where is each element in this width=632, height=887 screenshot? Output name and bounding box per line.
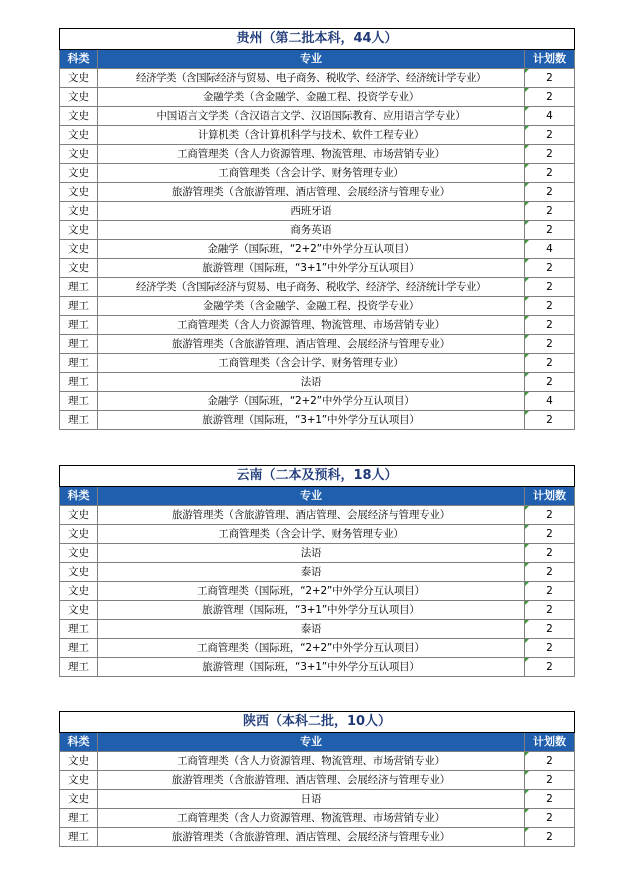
table-row xyxy=(60,828,575,847)
header-row xyxy=(60,50,575,69)
category-cell: 理工 xyxy=(60,411,98,430)
major-cell: 经济学类（含国际经济与贸易、电子商务、税收学、经济学、经济统计学专业） xyxy=(98,69,525,88)
count-cell: 2 xyxy=(525,544,575,563)
table-row xyxy=(60,544,575,563)
count-cell: 2 xyxy=(525,601,575,620)
table-row xyxy=(60,373,575,392)
category-cell: 理工 xyxy=(60,392,98,411)
category-cell: 理工 xyxy=(60,316,98,335)
table-row xyxy=(60,392,575,411)
count-cell: 2 xyxy=(525,126,575,145)
table-row xyxy=(60,563,575,582)
table-row xyxy=(60,259,575,278)
count-cell: 2 xyxy=(525,88,575,107)
count-cell: 2 xyxy=(525,259,575,278)
major-cell: 旅游管理类（含旅游管理、酒店管理、会展经济与管理专业） xyxy=(98,771,525,790)
table-row xyxy=(60,221,575,240)
table-row xyxy=(60,164,575,183)
count-cell: 2 xyxy=(525,183,575,202)
shaanxi-table xyxy=(59,711,575,847)
major-cell: 工商管理类（含会计学、财务管理专业） xyxy=(98,164,525,183)
column-header-count: 计划数 xyxy=(525,50,575,69)
table-row xyxy=(60,354,575,373)
table-row xyxy=(60,145,575,164)
category-cell: 文史 xyxy=(60,88,98,107)
major-cell: 工商管理类（含人力资源管理、物流管理、市场营销专业） xyxy=(98,809,525,828)
category-cell: 文史 xyxy=(60,240,98,259)
table-row xyxy=(60,297,575,316)
count-cell: 2 xyxy=(525,221,575,240)
count-cell: 2 xyxy=(524,828,574,847)
major-cell: 金融学类（含金融学、金融工程、投资学专业） xyxy=(98,88,525,107)
major-cell: 日语 xyxy=(98,790,525,809)
table-row xyxy=(60,639,575,658)
major-cell: 泰语 xyxy=(98,563,525,582)
category-cell: 文史 xyxy=(60,601,98,620)
category-cell: 理工 xyxy=(60,278,98,297)
major-cell: 旅游管理（国际班，“3+1”中外学分互认项目） xyxy=(98,411,525,430)
major-cell: 工商管理类（含会计学、财务管理专业） xyxy=(98,354,525,373)
column-header-category: 科类 xyxy=(60,50,98,69)
major-cell: 西班牙语 xyxy=(98,202,525,221)
major-cell: 计算机类（含计算机科学与技术、软件工程专业） xyxy=(98,126,525,145)
category-cell: 理工 xyxy=(60,373,98,392)
category-cell: 文史 xyxy=(60,563,98,582)
table-row xyxy=(60,183,575,202)
table-row xyxy=(60,525,575,544)
table-row xyxy=(60,240,575,259)
major-cell: 经济学类（含国际经济与贸易、电子商务、税收学、经济学、经济统计学专业） xyxy=(98,278,525,297)
category-cell: 文史 xyxy=(60,752,98,771)
column-header-major: 专业 xyxy=(98,50,525,69)
column-header-major: 专业 xyxy=(98,733,525,752)
major-cell: 法语 xyxy=(98,544,525,563)
table-row xyxy=(60,411,575,430)
column-header-category: 科类 xyxy=(60,733,98,752)
major-cell: 工商管理类（含人力资源管理、物流管理、市场营销专业） xyxy=(98,752,525,771)
category-cell: 文史 xyxy=(60,164,98,183)
category-cell: 文史 xyxy=(60,221,98,240)
table-row xyxy=(60,107,575,126)
category-cell: 文史 xyxy=(60,771,98,790)
major-cell: 法语 xyxy=(98,373,525,392)
major-cell: 旅游管理（国际班，“3+1”中外学分互认项目） xyxy=(98,259,525,278)
major-cell: 旅游管理（国际班，“3+1”中外学分互认项目） xyxy=(98,658,525,677)
column-header-major: 专业 xyxy=(98,487,525,506)
table-row xyxy=(60,69,575,88)
category-cell: 理工 xyxy=(60,354,98,373)
table-row xyxy=(60,809,575,828)
count-cell: 2 xyxy=(524,771,574,790)
major-cell: 旅游管理类（含旅游管理、酒店管理、会展经济与管理专业） xyxy=(98,183,525,202)
major-cell: 工商管理类（含人力资源管理、物流管理、市场营销专业） xyxy=(98,316,525,335)
major-cell: 工商管理类（含人力资源管理、物流管理、市场营销专业） xyxy=(98,145,525,164)
header-row xyxy=(60,733,575,752)
category-cell: 文史 xyxy=(60,183,98,202)
column-header-category: 科类 xyxy=(60,487,98,506)
table-row xyxy=(60,202,575,221)
count-cell: 4 xyxy=(525,392,575,411)
count-cell: 2 xyxy=(525,658,575,677)
category-cell: 理工 xyxy=(60,828,98,847)
major-cell: 工商管理类（国际班，“2+2”中外学分互认项目） xyxy=(98,582,525,601)
table-row xyxy=(60,335,575,354)
table-row xyxy=(60,316,575,335)
major-cell: 工商管理类（含会计学、财务管理专业） xyxy=(98,525,525,544)
count-cell: 2 xyxy=(524,809,574,828)
major-cell: 旅游管理类（含旅游管理、酒店管理、会展经济与管理专业） xyxy=(98,506,525,525)
guizhou-table xyxy=(59,28,575,430)
column-header-count: 计划数 xyxy=(524,733,574,752)
table-row xyxy=(60,620,575,639)
section-title: 陕西（本科二批，10人） xyxy=(60,712,575,733)
major-cell: 中国语言文学类（含汉语言文学、汉语国际教育、应用语言学专业） xyxy=(98,107,525,126)
category-cell: 文史 xyxy=(60,107,98,126)
major-cell: 泰语 xyxy=(98,620,525,639)
major-cell: 金融学（国际班，“2+2”中外学分互认项目） xyxy=(98,392,525,411)
category-cell: 理工 xyxy=(60,658,98,677)
category-cell: 文史 xyxy=(60,126,98,145)
count-cell: 2 xyxy=(525,278,575,297)
table-row xyxy=(60,601,575,620)
yunnan-table xyxy=(59,465,575,677)
count-cell: 2 xyxy=(525,297,575,316)
table-row xyxy=(60,506,575,525)
category-cell: 文史 xyxy=(60,145,98,164)
count-cell: 4 xyxy=(525,240,575,259)
table-row xyxy=(60,88,575,107)
count-cell: 2 xyxy=(525,316,575,335)
count-cell: 2 xyxy=(524,752,574,771)
count-cell: 2 xyxy=(525,145,575,164)
table-row xyxy=(60,582,575,601)
count-cell: 2 xyxy=(525,411,575,430)
category-cell: 理工 xyxy=(60,335,98,354)
major-cell: 旅游管理类（含旅游管理、酒店管理、会展经济与管理专业） xyxy=(98,828,525,847)
table-row xyxy=(60,771,575,790)
count-cell: 2 xyxy=(525,335,575,354)
table-row xyxy=(60,790,575,809)
count-cell: 4 xyxy=(525,107,575,126)
category-cell: 文史 xyxy=(60,69,98,88)
category-cell: 理工 xyxy=(60,297,98,316)
count-cell: 2 xyxy=(525,69,575,88)
table-row xyxy=(60,278,575,297)
category-cell: 文史 xyxy=(60,525,98,544)
header-row xyxy=(60,487,575,506)
count-cell: 2 xyxy=(525,164,575,183)
category-cell: 理工 xyxy=(60,639,98,658)
major-cell: 金融学（国际班，“2+2”中外学分互认项目） xyxy=(98,240,525,259)
count-cell: 2 xyxy=(525,563,575,582)
major-cell: 旅游管理类（含旅游管理、酒店管理、会展经济与管理专业） xyxy=(98,335,525,354)
major-cell: 商务英语 xyxy=(98,221,525,240)
category-cell: 文史 xyxy=(60,202,98,221)
category-cell: 理工 xyxy=(60,809,98,828)
count-cell: 2 xyxy=(525,506,575,525)
category-cell: 理工 xyxy=(60,620,98,639)
category-cell: 文史 xyxy=(60,544,98,563)
table-row xyxy=(60,658,575,677)
category-cell: 文史 xyxy=(60,582,98,601)
section-title: 贵州（第二批本科，44人） xyxy=(60,29,575,50)
count-cell: 2 xyxy=(525,639,575,658)
count-cell: 2 xyxy=(525,525,575,544)
count-cell: 2 xyxy=(524,790,574,809)
major-cell: 旅游管理（国际班，“3+1”中外学分互认项目） xyxy=(98,601,525,620)
category-cell: 文史 xyxy=(60,259,98,278)
table-row xyxy=(60,126,575,145)
count-cell: 2 xyxy=(525,620,575,639)
category-cell: 文史 xyxy=(60,790,98,809)
count-cell: 2 xyxy=(525,373,575,392)
count-cell: 2 xyxy=(525,582,575,601)
category-cell: 文史 xyxy=(60,506,98,525)
table-row xyxy=(60,752,575,771)
major-cell: 工商管理类（国际班，“2+2”中外学分互认项目） xyxy=(98,639,525,658)
column-header-count: 计划数 xyxy=(525,487,575,506)
count-cell: 2 xyxy=(525,354,575,373)
major-cell: 金融学类（含金融学、金融工程、投资学专业） xyxy=(98,297,525,316)
count-cell: 2 xyxy=(525,202,575,221)
section-title: 云南（二本及预科，18人） xyxy=(60,466,575,487)
